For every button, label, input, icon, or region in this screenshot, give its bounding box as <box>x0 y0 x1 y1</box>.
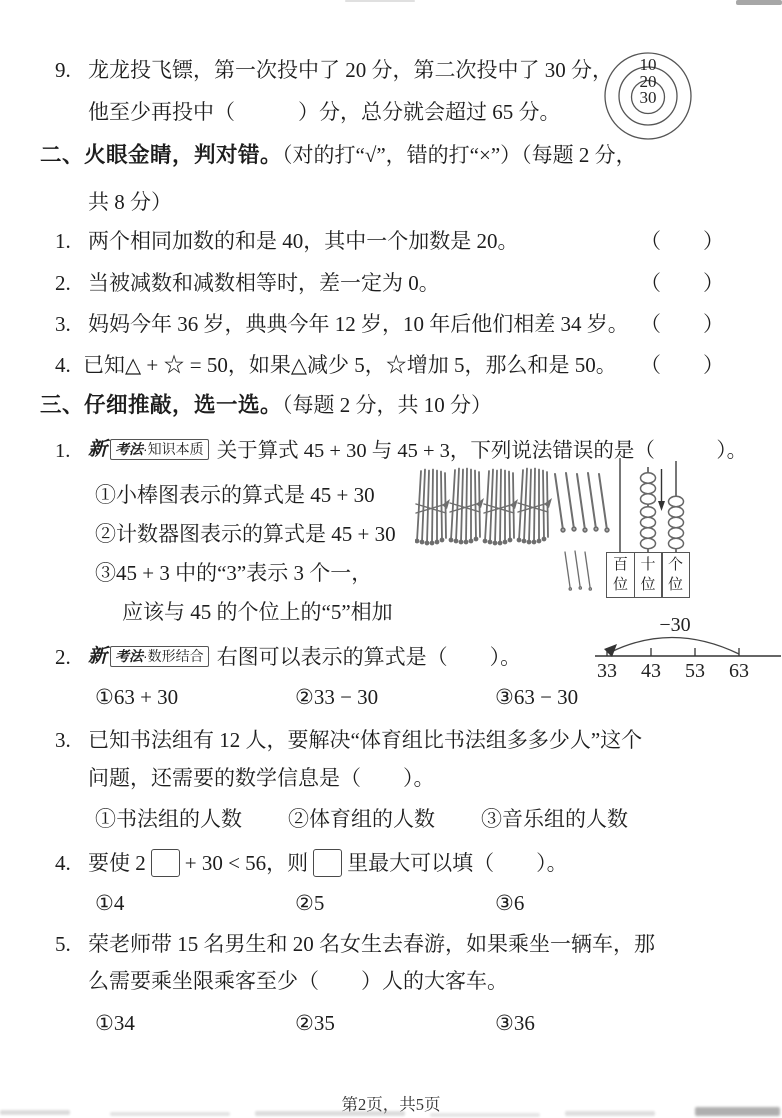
judge-item-3 <box>55 311 724 338</box>
judge-item-2 <box>55 270 724 297</box>
item-text: 里最大可以填（ ）。 <box>347 851 568 875</box>
badge-bold-text: 考法 <box>115 648 144 664</box>
scan-artifact <box>736 0 782 5</box>
sticks-bundles-illustration <box>415 466 615 592</box>
question-9-line-1 <box>55 57 613 84</box>
choice-q1-option-2 <box>95 521 396 548</box>
option-1: ①书法组的人数 <box>95 807 242 831</box>
dartboard-illustration <box>602 50 696 144</box>
choice-q4-stem <box>55 849 568 877</box>
item-number: 3. <box>55 728 71 752</box>
new-method-badge <box>88 436 209 463</box>
answer-blank: （ ） <box>640 353 724 377</box>
judge-text <box>55 270 440 297</box>
choice-q3-options <box>95 806 681 833</box>
section-3-heading <box>40 392 492 419</box>
question-number: 9. <box>55 58 71 82</box>
option-text: ③45 + 3 中的“3”表示 3 个一， <box>95 561 373 585</box>
choice-q1-option-3 <box>95 560 372 587</box>
choice-q5-options <box>95 1010 695 1037</box>
tick-label-33: 33 <box>597 660 617 682</box>
answer-blank: （ ） <box>640 312 724 336</box>
choice-q5-stem-cont <box>88 968 508 995</box>
item-number: 2. <box>55 271 71 295</box>
item-text: 问题，还需要的数学信息是（ ）。 <box>88 766 435 790</box>
fill-box <box>151 849 180 877</box>
ring-score-30: 30 <box>639 88 657 107</box>
place-value-counter-illustration <box>604 455 692 552</box>
place-value-cell-tens <box>634 552 663 598</box>
section-subtitle: 共 8 分） <box>88 190 172 214</box>
choice-q1-option-1 <box>95 482 375 509</box>
tick-label-63: 63 <box>729 660 749 682</box>
option-text: ②计数器图表示的算式是 45 + 30 <box>95 522 396 546</box>
question-9-line-2 <box>88 99 561 126</box>
option-1: ①4 <box>95 891 125 915</box>
item-text: 要使 2 <box>88 851 146 875</box>
section-title: 三、仔细推敲，选一选。 <box>40 393 283 417</box>
item-text: 么需要乘坐限乘客至少（ ）人的大客车。 <box>88 969 508 993</box>
option-2: ②5 <box>295 891 325 915</box>
item-text: 已知书法组有 12 人，要解决“体育组比书法组多多少人”这个 <box>88 728 643 752</box>
place-value-cell-hundreds <box>606 552 635 598</box>
place-value-cell-ones <box>661 552 690 598</box>
place-value-label: 十位 <box>640 556 656 593</box>
option-3: ③63 − 30 <box>495 685 579 709</box>
choice-q1-option-3-cont <box>122 599 393 626</box>
judge-item-1 <box>55 228 724 255</box>
badge-rest-text: ·知识本质 <box>143 441 204 457</box>
option-1: ①63 + 30 <box>95 685 179 709</box>
option-text: 应该与 45 的个位上的“5”相加 <box>122 600 393 624</box>
page-indicator: 第2页，共5页 <box>341 1095 441 1114</box>
scan-artifact <box>345 0 415 2</box>
choice-q5-stem <box>55 931 655 958</box>
badge-new-label: 新 <box>88 439 108 460</box>
item-number: 2. <box>55 645 71 669</box>
section-title: 二、火眼金睛，判对错。 <box>40 143 283 167</box>
item-text: 当被减数和减数相等时，差一定为 0。 <box>88 271 440 295</box>
choice-q3-stem <box>55 727 642 754</box>
item-number: 1. <box>55 229 71 253</box>
badge-new-label: 新 <box>88 646 108 667</box>
new-method-badge <box>88 643 209 670</box>
answer-blank: （ ） <box>640 229 724 253</box>
option-3: ③36 <box>495 1011 535 1035</box>
judge-text <box>55 311 629 338</box>
option-2: ②体育组的人数 <box>288 807 435 831</box>
question-text: 龙龙投飞镖，第一次投中了 20 分，第二次投中了 30 分， <box>88 58 613 82</box>
choice-q3-stem-cont <box>88 765 435 792</box>
judge-item-4 <box>55 352 724 379</box>
choice-q4-options <box>95 890 695 917</box>
badge-bold-text: 考法 <box>115 441 144 457</box>
tick-label-53: 53 <box>685 660 705 682</box>
option-3: ③6 <box>495 891 525 915</box>
option-3: ③音乐组的人数 <box>481 807 628 831</box>
add-arrow-icon <box>658 469 665 511</box>
item-text: 已知△ + ☆ = 50，如果△减少 5，☆增加 5，那么和是 50。 <box>83 353 617 377</box>
item-number: 4. <box>55 851 71 875</box>
jump-label: −30 <box>659 614 691 636</box>
item-text: 荣老师带 15 名男生和 20 名女生去春游，如果乘坐一辆车，那 <box>88 932 655 956</box>
section-subtitle: （对的打“√”，错的打“×”）（每题 2 分， <box>282 143 637 167</box>
section-2-heading <box>40 142 637 169</box>
judge-text <box>55 228 519 255</box>
item-text: 两个相同加数的和是 40，其中一个加数是 20。 <box>88 229 519 253</box>
option-1: ①34 <box>95 1011 135 1035</box>
answer-blank: （ ） <box>640 271 724 295</box>
section-2-heading-cont <box>88 189 172 216</box>
number-line-illustration <box>593 614 782 682</box>
option-2: ②33 − 30 <box>295 685 379 709</box>
place-value-label: 百位 <box>612 556 628 593</box>
item-number: 3. <box>55 312 71 336</box>
place-value-label: 个位 <box>667 556 683 593</box>
choice-q2-stem <box>55 643 521 671</box>
item-number: 1. <box>55 440 71 462</box>
item-text: 关于算式 45 + 30 与 45 + 3，下列说法错误的是（ ）。 <box>216 440 748 462</box>
section-subtitle: （每题 2 分，共 10 分） <box>282 393 493 417</box>
judge-text <box>55 352 617 379</box>
place-value-labels <box>606 552 690 598</box>
fill-box <box>313 849 342 877</box>
item-number: 5. <box>55 932 71 956</box>
choice-q2-options <box>95 684 695 711</box>
item-text: 妈妈今年 36 岁，典典今年 12 岁，10 年后他们相差 34 岁。 <box>88 312 629 336</box>
badge-rest-text: ·数形结合 <box>143 648 204 664</box>
item-text: + 30 < 56，则 <box>184 851 309 875</box>
option-text: ①小棒图表示的算式是 45 + 30 <box>95 483 375 507</box>
item-number: 4. <box>55 353 71 377</box>
ring-score-20: 20 <box>639 72 657 91</box>
badge-box <box>110 646 209 667</box>
badge-box <box>110 439 209 460</box>
tick-label-43: 43 <box>641 660 661 682</box>
item-text: 右图可以表示的算式是（ ）。 <box>216 645 522 669</box>
option-2: ②35 <box>295 1011 335 1035</box>
ring-score-10: 10 <box>639 55 657 74</box>
question-text: 他至少再投中（ ）分，总分就会超过 65 分。 <box>88 100 561 124</box>
